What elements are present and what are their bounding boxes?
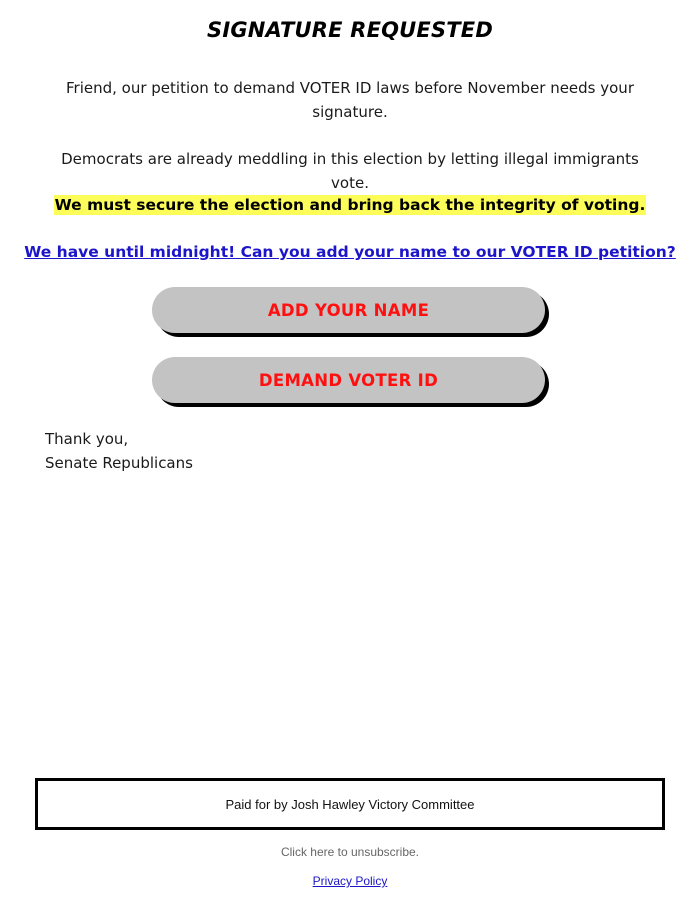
privacy-policy-link[interactable]: Privacy Policy <box>312 874 388 888</box>
petition-link[interactable]: We have until midnight! Can you add your name to our VOTER ID petition? <box>24 243 676 261</box>
email-headline: SIGNATURE REQUESTED <box>207 18 493 42</box>
unsubscribe-link[interactable]: Click here to unsubscribe. <box>280 845 420 859</box>
signoff-thanks: Thank you, <box>45 430 129 448</box>
paid-for-text: Paid for by Josh Hawley Victory Committee <box>225 796 475 812</box>
add-your-name-button[interactable]: ADD YOUR NAME <box>152 287 545 333</box>
intro-paragraph: Friend, our petition to demand VOTER ID laws before November needs your signature. <box>66 79 634 121</box>
demand-voter-id-button[interactable]: DEMAND VOTER ID <box>152 357 545 403</box>
claim-paragraph: Democrats are already meddling in this election by letting illegal immigrants vote. <box>61 150 639 192</box>
paid-for-disclaimer <box>35 778 665 830</box>
signoff-sender: Senate Republicans <box>45 454 193 472</box>
highlighted-text: We must secure the election and bring back the integrity of voting. <box>54 196 646 214</box>
highlight-line <box>0 195 700 214</box>
privacy-row <box>0 874 700 888</box>
signoff <box>45 427 193 475</box>
